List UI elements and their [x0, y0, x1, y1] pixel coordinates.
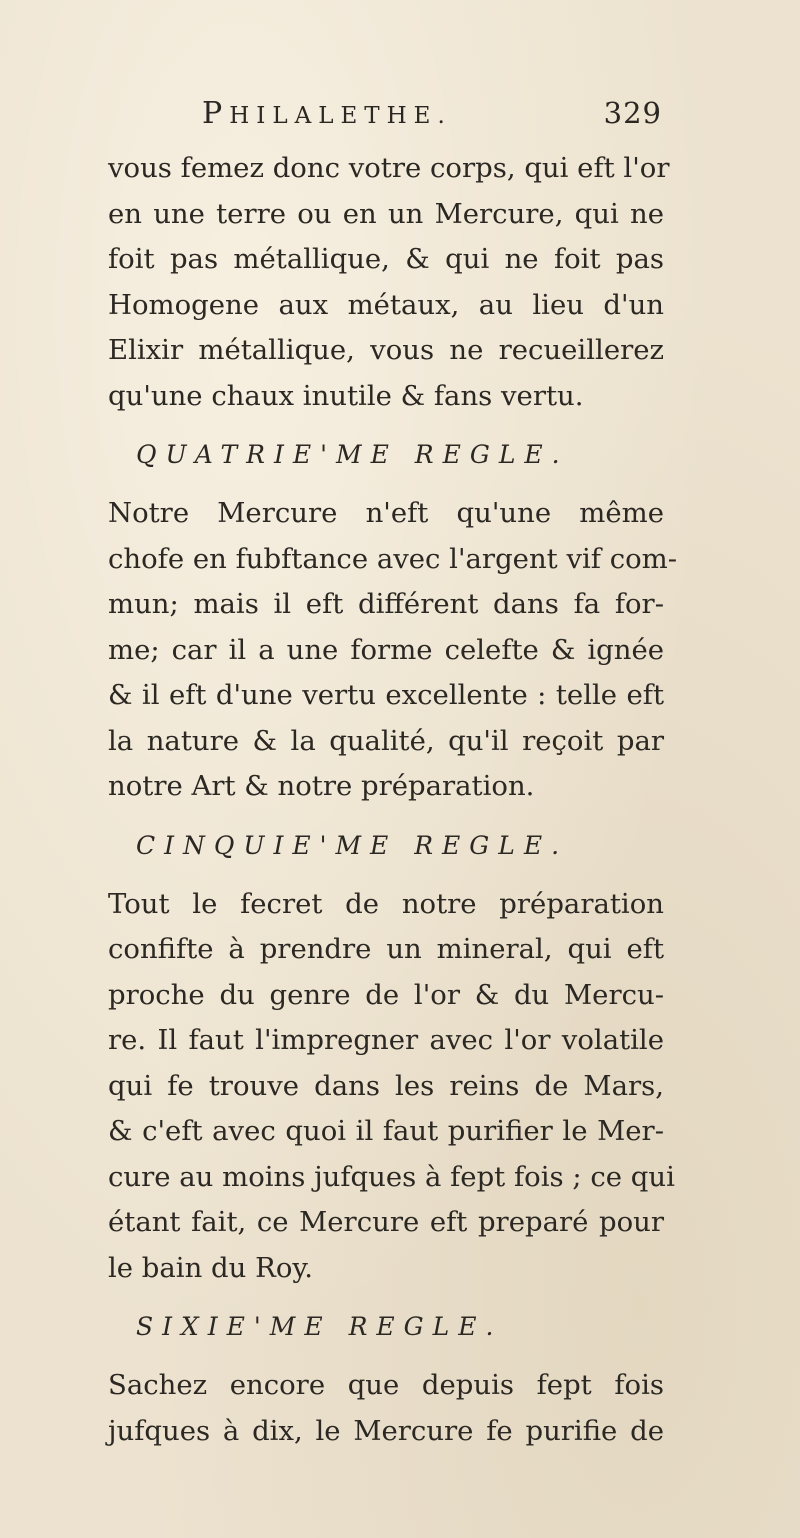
paragraph-1	[108, 146, 670, 419]
text-line: la nature & la qualité, qu'il reçoit par	[108, 724, 664, 757]
text-line: vous femez donc votre corps, qui eft l'or	[108, 152, 670, 184]
page-number: 329	[603, 96, 662, 130]
paragraph-3	[108, 882, 675, 1292]
text-line: Notre Mercure n'eft qu'une même	[108, 497, 664, 529]
text-line: notre Art & notre préparation.	[108, 770, 535, 802]
text-line: Elixir métallique, vous ne recueillerez	[108, 334, 664, 366]
text-line: étant fait, ce Mercure eft preparé pour	[108, 1206, 664, 1238]
section-heading-sixieme: SIXIE'ME REGLE.	[136, 1312, 503, 1341]
text-line: mun; mais il eft différent dans fa for-	[108, 588, 664, 620]
text-line: Tout le fecret de notre préparation	[108, 887, 664, 920]
paragraph-4	[108, 1363, 664, 1454]
text-line: & il eft d'une vertu excellente : telle eft	[108, 679, 664, 711]
text-line: qui fe trouve dans les reins de Mars,	[108, 1069, 664, 1102]
text-line: cure au moins jufques à fept fois ; ce qui	[108, 1160, 675, 1193]
running-title: PHILALETHE.	[202, 96, 452, 131]
text-line: & c'eft avec quoi il faut purifier le Mer-	[108, 1115, 664, 1147]
text-line: Sachez encore que depuis fept fois	[108, 1369, 664, 1401]
text-line: jufques à dix, le Mercure fe purifie de	[108, 1414, 664, 1447]
text-line: qu'une chaux inutile & fans vertu.	[108, 379, 584, 412]
text-line: Homogene aux métaux, au lieu d'un	[108, 288, 664, 321]
section-heading-quatrieme: QUATRIE'ME REGLE.	[136, 440, 569, 469]
text-line: foit pas métallique, & qui ne foit pas	[108, 243, 664, 275]
text-line: en une terre ou en un Mercure, qui ne	[108, 197, 664, 230]
section-heading-cinquieme: CINQUIE'ME REGLE.	[136, 830, 569, 860]
text-line: confifte à prendre un mineral, qui eft	[108, 933, 664, 965]
text-line: re. Il faut l'impregner avec l'or volatile	[108, 1024, 664, 1056]
page-header	[172, 96, 662, 136]
text-line: proche du genre de l'or & du Mercu-	[108, 978, 664, 1011]
text-line: le bain du Roy.	[108, 1251, 314, 1284]
text-line: me; car il a une forme celefte & ignée	[108, 633, 664, 666]
text-line: chofe en fubftance avec l'argent vif com-	[108, 542, 678, 575]
paragraph-2	[108, 491, 678, 810]
page-text	[108, 146, 678, 1454]
